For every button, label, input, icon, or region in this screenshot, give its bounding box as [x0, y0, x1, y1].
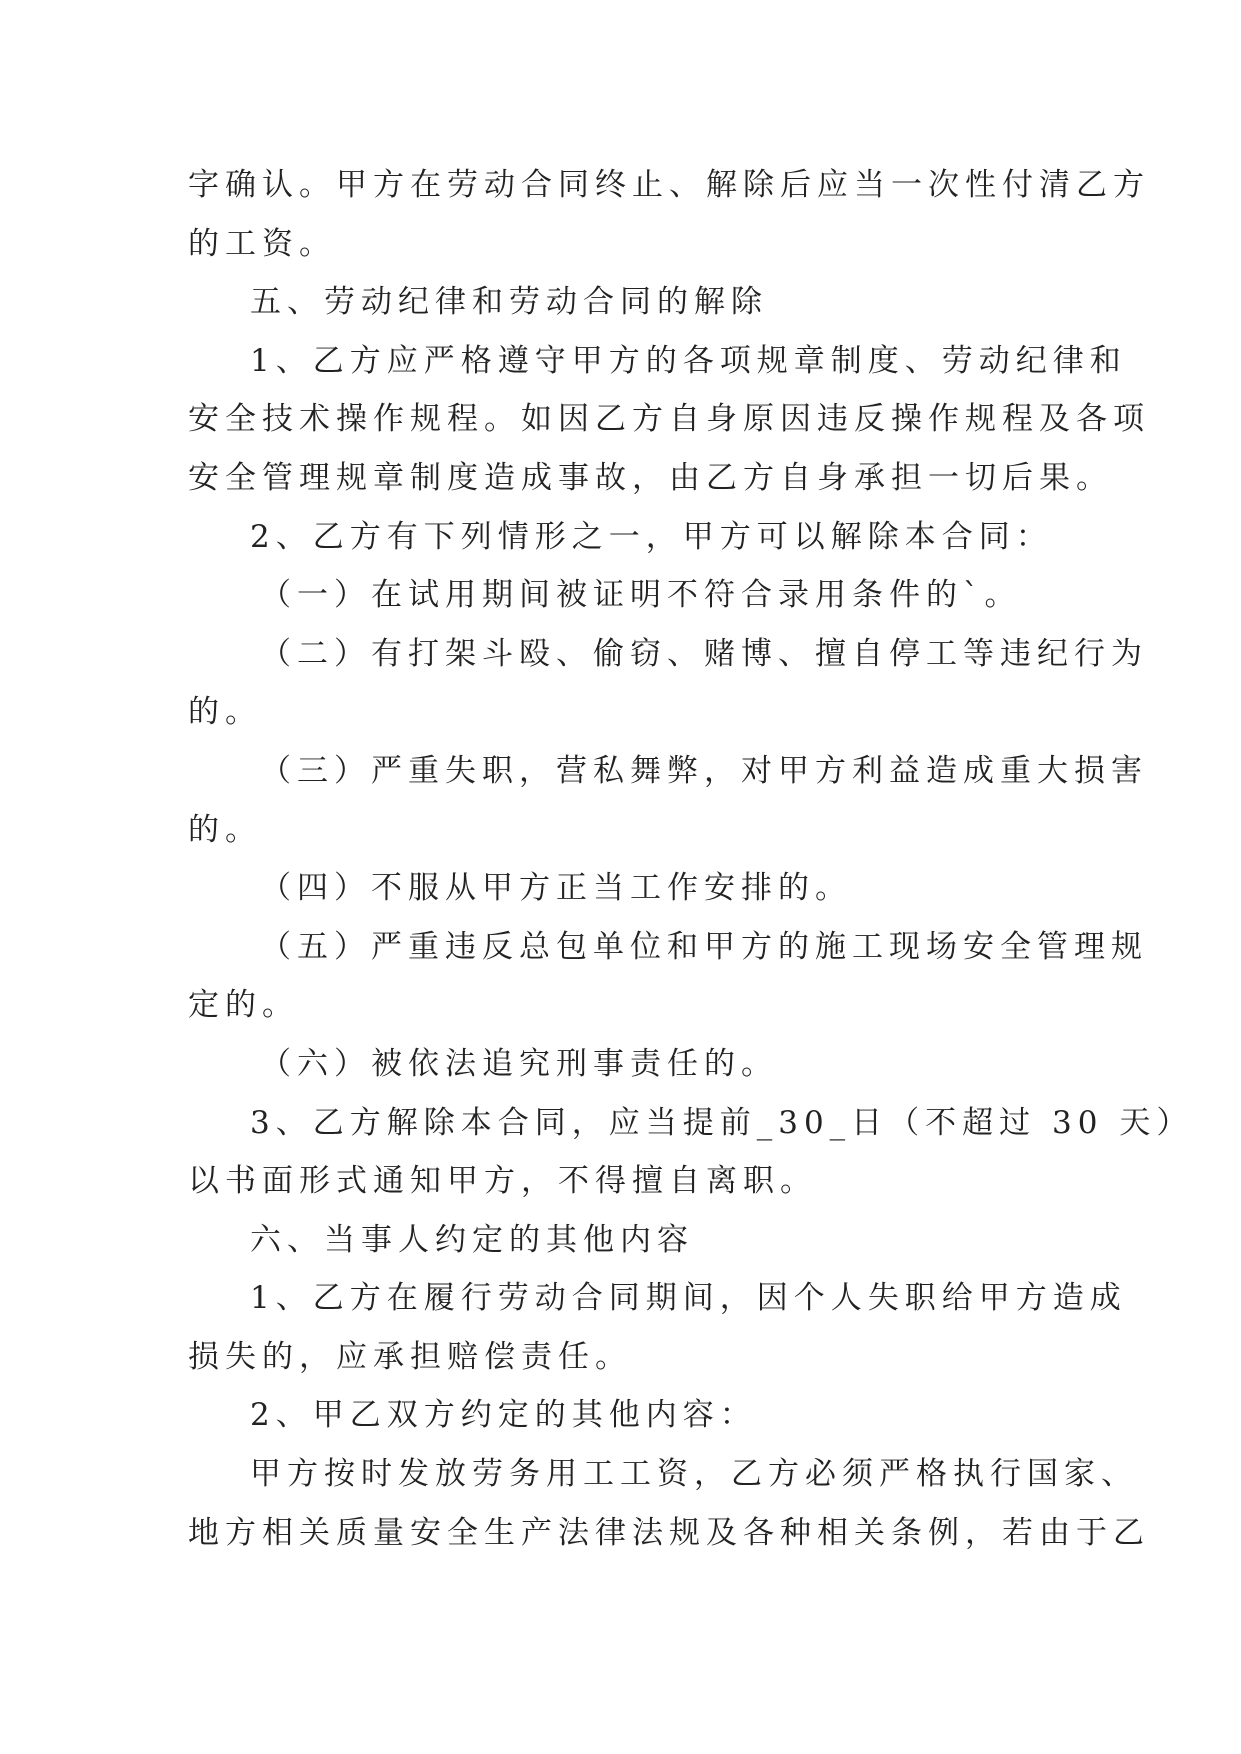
- sub-clause-line: （六）被依法追究刑事责任的。: [260, 1045, 778, 1082]
- sub-clause-line: （五）严重违反总包单位和甲方的施工现场安全管理规: [260, 928, 1148, 965]
- section-heading: 六、当事人约定的其他内容: [250, 1221, 694, 1258]
- text-line: 定的。: [188, 987, 299, 1024]
- text-line: 的工资。: [188, 225, 336, 262]
- section-heading: 五、劳动纪律和劳动合同的解除: [250, 284, 768, 321]
- text-line: 安全技术操作规程。如因乙方自身原因违反操作规程及各项: [188, 401, 1150, 438]
- contract-text: [188, 156, 1194, 1562]
- sub-clause-line: （三）严重失职，营私舞弊，对甲方利益造成重大损害: [260, 752, 1148, 789]
- paragraph-line: 甲方按时发放劳务用工工资，乙方必须严格执行国家、: [250, 1456, 1138, 1493]
- clause-line: 1、乙方在履行劳动合同期间，因个人失职给甲方造成: [250, 1280, 1127, 1317]
- text-line: 以书面形式通知甲方，不得擅自离职。: [188, 1163, 817, 1200]
- sub-clause-line: （二）有打架斗殴、偷窃、赌博、擅自停工等违纪行为: [260, 635, 1148, 672]
- clause-line: 2、甲乙双方约定的其他内容：: [250, 1397, 757, 1434]
- clause-line: 3、乙方解除本合同，应当提前_30_日（不超过 30 天）: [250, 1104, 1194, 1141]
- text-line: 损失的，应承担赔偿责任。: [188, 1338, 632, 1375]
- text-line: 地方相关质量安全生产法律法规及各种相关条例，若由于乙: [188, 1514, 1150, 1551]
- text-line: 字确认。甲方在劳动合同终止、解除后应当一次性付清乙方: [188, 167, 1150, 203]
- sub-clause-line: （四）不服从甲方正当工作安排的。: [260, 870, 852, 907]
- text-line: 的。: [188, 811, 262, 848]
- text-line: 的。: [188, 694, 262, 731]
- clause-line: 1、乙方应严格遵守甲方的各项规章制度、劳动纪律和: [250, 342, 1127, 379]
- clause-line: 2、乙方有下列情形之一，甲方可以解除本合同：: [250, 518, 1053, 555]
- text-line: 安全管理规章制度造成事故，由乙方自身承担一切后果。: [188, 459, 1113, 496]
- sub-clause-line: （一）在试用期间被证明不符合录用条件的`。: [260, 577, 1022, 614]
